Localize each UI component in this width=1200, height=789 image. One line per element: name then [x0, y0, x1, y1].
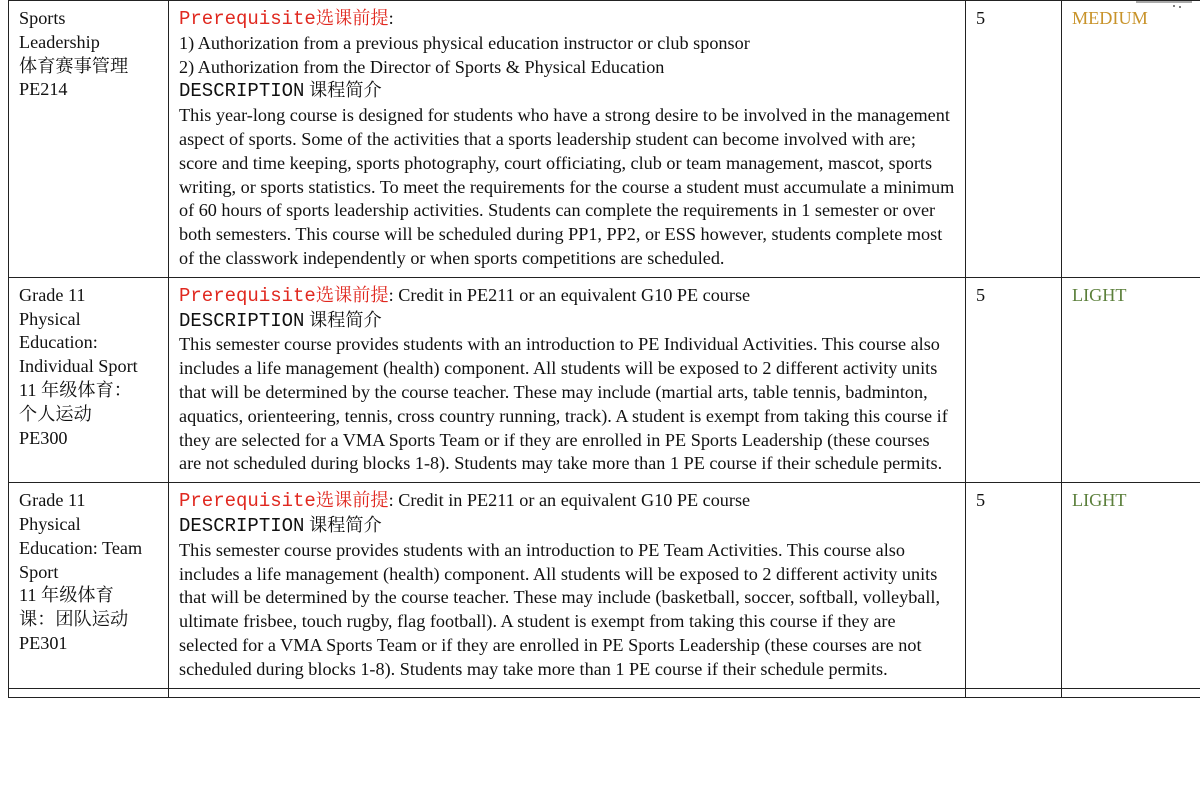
course-load-badge: MEDIUM	[1072, 8, 1148, 28]
course-load-cell	[1062, 483, 1200, 688]
description-text: This semester course provides students with an introduction to PE Team Activities. This course also includes a life management (health) component. All students will be exposed to 2 different activity units that will be determined by the course teacher. These may include (basketball, soccer, softball, volleyball, ultimate frisbee, touch rugby, flag football). A student is exempt from taking this course if they are selected for a VMA Sports Team or if they are enrolled in PE Sports Leadership (these courses are not scheduled during blocks 1-8). Students may take more than 1 PE course if their schedule permits.	[179, 539, 941, 679]
course-name-cn-line: 课：团队运动	[19, 609, 129, 630]
course-cell-partial	[169, 688, 966, 697]
course-name-line: Grade 11	[19, 490, 86, 511]
course-code: PE301	[19, 632, 68, 653]
description-heading	[179, 514, 955, 539]
course-credits-cell	[966, 277, 1062, 482]
prerequisite-label: Prerequisite	[179, 490, 316, 513]
course-credits: 5	[976, 284, 986, 305]
course-name-line: Individual Sport	[19, 356, 138, 377]
description-text: This semester course provides students with an introduction to PE Individual Activities. This course also includes a life management (health) component. All students will be exposed to 2 different activity units that will be determined by the course teacher. These may include (martial arts, table tennis, badminton, aquatics, orienteering, tennis, cross country running, track). A student is exempt from taking this course if they are selected for a VMA Sports Team or if they are enrolled in PE Sports Leadership (these courses are not scheduled during blocks 1-8). Students may take more than 1 PE course if their schedule permits.	[179, 334, 948, 474]
course-cell-partial	[9, 688, 169, 697]
course-table-body	[9, 1, 1200, 698]
description-label-cn: 课程简介	[308, 514, 382, 535]
course-row	[9, 483, 1200, 688]
course-name-cell	[9, 1, 169, 278]
description-label: DESCRIPTION	[179, 309, 305, 332]
prerequisite-colon: :	[388, 490, 394, 511]
prerequisite-label-cn: 选课前提	[315, 284, 389, 305]
prerequisite-item: 1) Authorization from a previous physical education instructor or club sponsor	[179, 32, 750, 53]
course-name-line: Education:	[19, 332, 98, 353]
prerequisite-line	[179, 489, 955, 514]
prerequisite-label: Prerequisite	[179, 8, 316, 30]
course-detail-cell	[169, 483, 966, 688]
course-load-badge: LIGHT	[1072, 490, 1127, 511]
description-text: This year-long course is designed for students who have a strong desire to be involved in the management aspect of sports. Some of the activities that a sports leadership student can become involved with are; score and time keeping, sports photography, court officiating, club or team management, mascot, sports writing, or sports statistics. To meet the requirements for the course a student must accumulate a minimum of 60 hours of sports leadership activities. Students can complete the requirements in 1 semester or over both semesters. This course will be scheduled during PP1, PP2, or ESS however, students complete most of the classwork independently or when sports competitions are scheduled.	[179, 105, 955, 268]
description-heading	[179, 309, 955, 334]
course-name-cell	[9, 277, 169, 482]
prerequisite-item: 2) Authorization from the Director of Sports & Physical Education	[179, 56, 665, 77]
course-name-line: Physical	[19, 513, 81, 534]
prerequisite-text: Credit in PE211 or an equivalent G10 PE course	[393, 490, 751, 511]
course-name-cn-line: 个人运动	[19, 403, 92, 424]
course-name-cell	[9, 483, 169, 688]
prerequisite-colon: :	[388, 284, 394, 305]
course-name-line: Leadership	[19, 31, 100, 52]
prerequisite-line	[179, 7, 955, 32]
course-name-line: Sport	[19, 561, 59, 582]
course-load-cell	[1062, 277, 1200, 482]
course-row	[9, 1, 1200, 278]
course-name-cn-line: 11 年级体育：	[19, 379, 132, 400]
course-name-line: Grade 11	[19, 284, 86, 305]
description-label-cn: 课程简介	[308, 309, 382, 330]
course-name-line: Physical	[19, 308, 81, 329]
course-name-line: Education: Team	[19, 537, 143, 558]
description-label-cn: 课程简介	[308, 80, 382, 101]
prerequisite-line	[179, 284, 955, 309]
course-load-badge: LIGHT	[1072, 284, 1127, 305]
course-detail-cell	[169, 1, 966, 278]
description-label: DESCRIPTION	[179, 80, 305, 103]
course-row-partial	[9, 688, 1200, 697]
course-credits: 5	[976, 8, 986, 28]
course-code: PE300	[19, 427, 68, 448]
course-table	[8, 0, 1200, 698]
prerequisite-label: Prerequisite	[179, 284, 316, 307]
course-load-cell	[1062, 1, 1200, 278]
course-name-line: Sports	[19, 8, 66, 28]
course-credits-cell	[966, 483, 1062, 688]
course-name-cn-line: 体育赛事管理	[19, 55, 129, 76]
course-cell-partial	[966, 688, 1062, 697]
course-credits-cell	[966, 1, 1062, 278]
prerequisite-colon: :	[388, 8, 394, 28]
description-label: DESCRIPTION	[179, 514, 305, 537]
course-detail-cell	[169, 277, 966, 482]
course-name-cn-line: 11 年级体育	[19, 585, 114, 606]
description-heading	[179, 79, 955, 104]
prerequisite-label-cn: 选课前提	[315, 490, 389, 511]
course-credits: 5	[976, 490, 986, 511]
course-code: PE214	[19, 79, 68, 100]
course-cell-partial	[1062, 688, 1200, 697]
prerequisite-label-cn: 选课前提	[315, 8, 389, 28]
prerequisite-text: Credit in PE211 or an equivalent G10 PE course	[393, 284, 751, 305]
course-row	[9, 277, 1200, 482]
